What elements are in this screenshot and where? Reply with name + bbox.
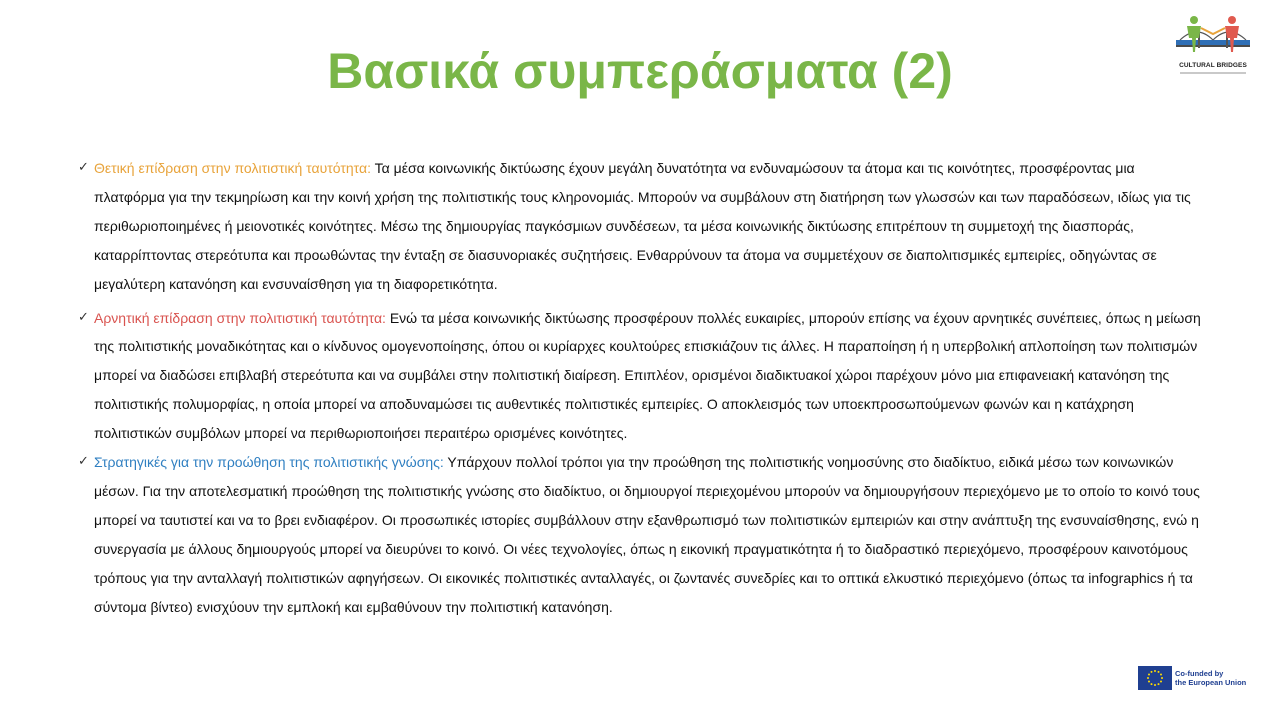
- eu-cofunded-logo: [1138, 666, 1258, 692]
- item-text: Ενώ τα μέσα κοινωνικής δικτύωσης προσφέρουν πολλές ευκαιρίες, μπορούν επίσης να έχουν αρνητικές συνέπειες, όπως η μείωση της πολιτιστικής μοναδικότητας και ο κίνδυνος ομογενοποίησης, όπου οι κυρίαρχες κουλτούρες επισκιάζουν τις άλλες. Η παραποίηση ή η υπερβολική απλοποίηση των πολιτισμών μπορεί να διαδώσει επιβλαβή στερεότυπα και να συμβάλει στην πολιτιστική διαίρεση. Επιπλέον, ορισμένοι διαδικτυακοί χώροι παρέχουν μόνο μια επιφανειακή κατανόηση της πολιτιστικής πολυμορφίας, η οποία μπορεί να αποδυναμώσει τις αυθεντικές πολιτιστικές εμπειρίες. Ο αποκλεισμός των υποεκπροσωπούμενων φωνών και η κατάχρηση πολιτιστικών συμβόλων μπορεί να περιθωριοποιήσει περαιτέρω ορισμένες κοινότητες.: [94, 309, 1201, 442]
- check-icon: ✓: [78, 309, 89, 325]
- eu-cofunded-text: [1175, 669, 1246, 687]
- logo-name: CULTURAL BRIDGES: [1179, 62, 1247, 69]
- list-item: [78, 304, 1206, 449]
- item-lead: Αρνητική επίδραση στην πολιτιστική ταυτότητα:: [94, 309, 386, 326]
- check-icon: ✓: [78, 160, 89, 175]
- item-text: Υπάρχουν πολλοί τρόποι για την προώθηση της πολιτιστικής νοημοσύνης στο διαδίκτυο, ειδικά μέσω των κοινωνικών μέσων. Για την αποτελεσματική προώθηση της πολιτιστικής γνώσης στο διαδίκτυο, οι δημιουργοί περιεχομένου μπορούν να δημιουργήσουν περιεχόμενο με το οποίο το κοινό τους μπορεί να ταυτιστεί και να το βρει ενδιαφέρον. Οι προσωπικές ιστορίες συμβάλλουν στην εξανθρωπισμό των πολιτιστικών εμπειριών και στην ανάπτυξη της ενσυναίσθησης, ενώ η συνεργασία με άλλους δημιουργούς μπορεί να διευρύνει το κοινό. Οι νέες τεχνολογίες, όπως η εικονική πραγματικότητα ή το διαδραστικό περιεχόμενο, προσφέρουν καινοτόμους τρόπους για την ανταλλαγή πολιτιστικών αφηγήσεων. Οι εικονικές πολιτιστικές ανταλλαγές, οι ζωντανές συνεδρίες και το οπτικά ελκυστικό περιεχόμενο (όπως τα infographics ή τα σύντομα βίντεο) ενισχύουν την εμπλοκή και εμβαθύνουν την πολιτιστική κατανόηση.: [94, 454, 1200, 615]
- item-lead: Στρατηγικές για την προώθηση της πολιτιστικής γνώσης:: [94, 454, 444, 471]
- list-item: [78, 154, 1206, 299]
- check-icon: ✓: [78, 454, 89, 470]
- eu-flag-icon: [1138, 666, 1172, 690]
- item-text: Τα μέσα κοινωνικής δικτύωσης έχουν μεγάλη δυνατότητα να ενδυναμώσουν τα άτομα και τις κοινότητες, προσφέροντας μια πλατφόρμα για την τεκμηρίωση και την κοινή χρήση της πολιτιστικής τους κληρονομιάς. Μπορούν να συμβάλουν στη διατήρηση των γλωσσών και των παραδόσεων, ιδίως για τις περιθωριοποιημένες ή μειονοτικές κοινότητες. Μέσω της δημιουργίας παγκόσμιων συνδέσεων, τα μέσα κοινωνικής δικτύωσης επιτρέπουν τη συμμετοχή της διασποράς, καταρρίπτοντας στερεότυπα και προωθώντας την ένταξη σε διασυνοριακές συζητήσεις. Ενθαρρύνουν τα άτομα να συμμετέχουν σε διαπολιτισμικές εμπειρίες, οδηγώντας σε μεγαλύτερη κατανόηση και ενσυναίσθηση για τη διαφορετικότητα.: [94, 160, 1191, 292]
- list-item: [78, 448, 1206, 621]
- conclusions-list: [78, 154, 1206, 622]
- item-lead: Θετική επίδραση στην πολιτιστική ταυτότητα:: [94, 160, 371, 176]
- page-title: Βασικά συμπεράσματα (2): [327, 43, 953, 99]
- eu-line-2: the European Union: [1175, 678, 1247, 687]
- eu-line-1: Co-funded by: [1175, 669, 1224, 678]
